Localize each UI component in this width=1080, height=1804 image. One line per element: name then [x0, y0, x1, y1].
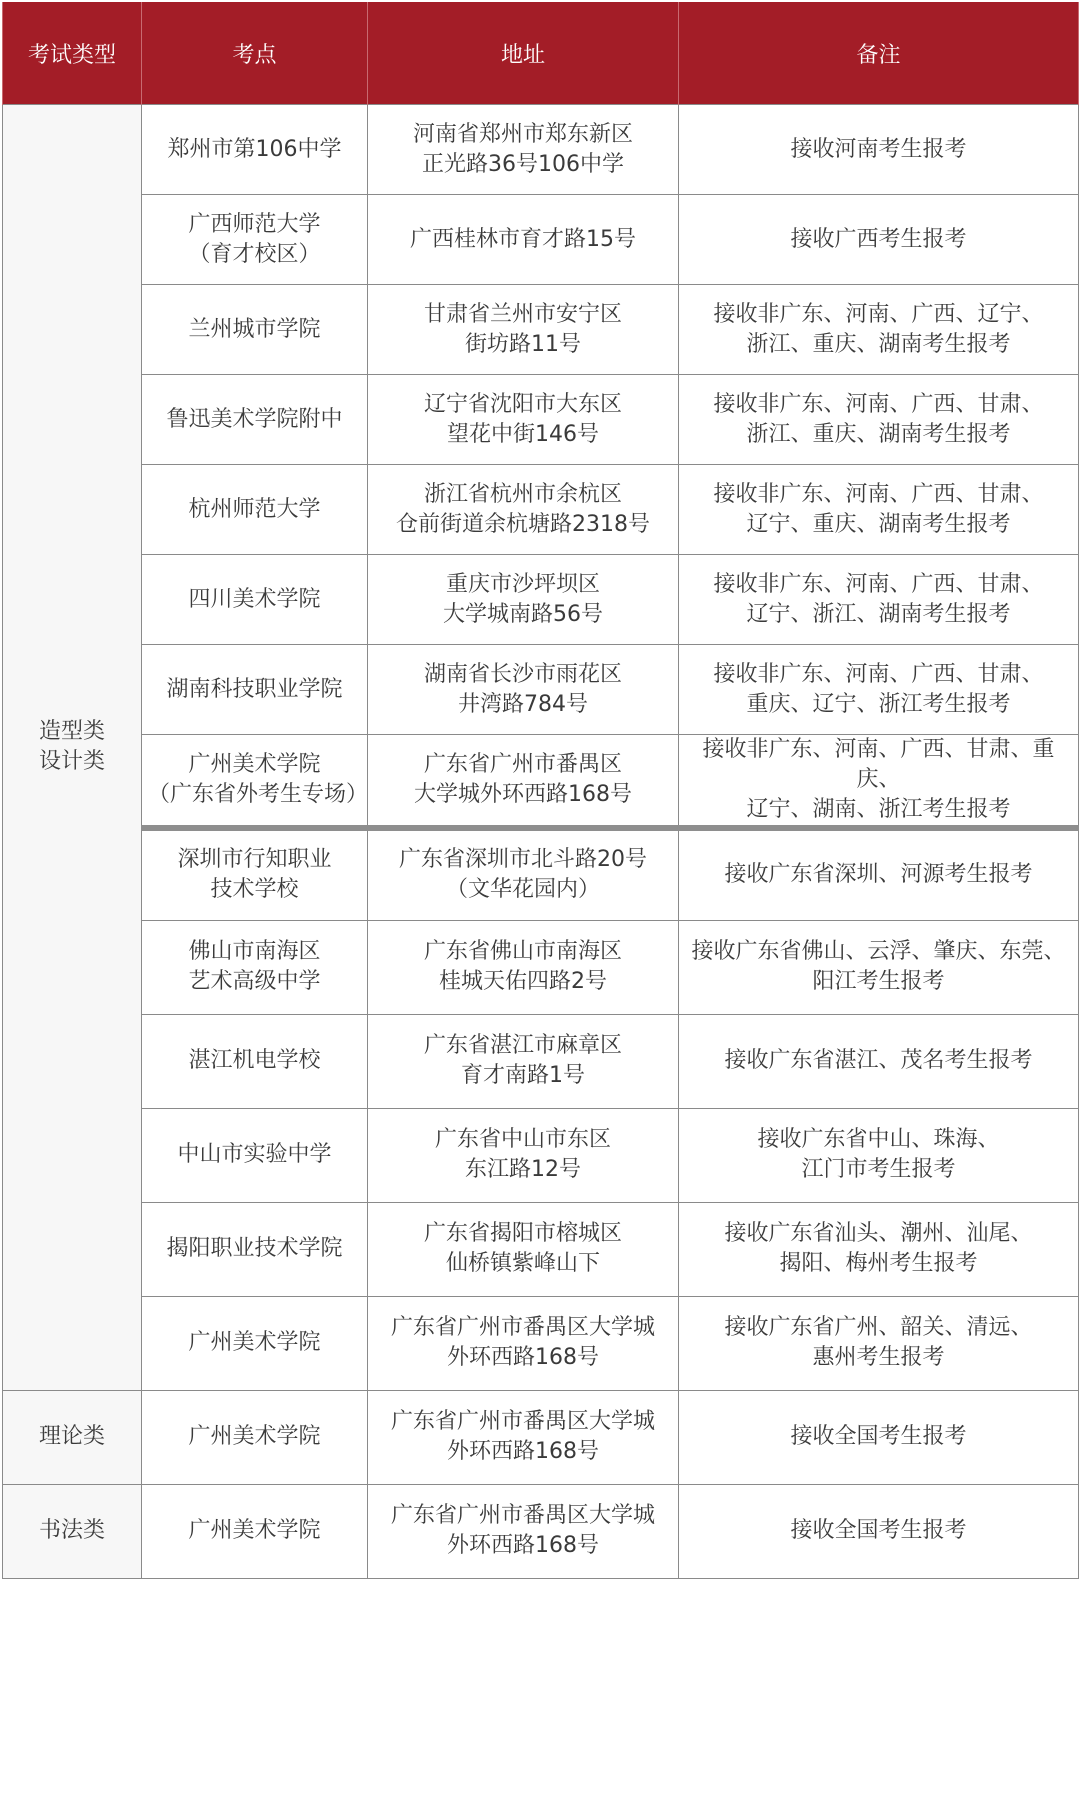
address-cell: 甘肃省兰州市安宁区 街坊路11号 — [368, 285, 679, 375]
site-cell: 湛江机电学校 — [142, 1014, 368, 1108]
site-cell: 郑州市第106中学 — [142, 105, 368, 195]
site-cell: 广州美术学院 — [142, 1390, 368, 1484]
note-cell: 接收广东省佛山、云浮、肇庆、东莞、 阳江考生报考 — [679, 920, 1079, 1014]
address-cell: 辽宁省沈阳市大东区 望花中街146号 — [368, 375, 679, 465]
site-cell: 四川美术学院 — [142, 555, 368, 645]
note-cell: 接收非广东、河南、广西、甘肃、 辽宁、浙江、湖南考生报考 — [679, 555, 1079, 645]
note-cell: 接收非广东、河南、广西、辽宁、 浙江、重庆、湖南考生报考 — [679, 285, 1079, 375]
note-cell: 接收非广东、河南、广西、甘肃、 辽宁、重庆、湖南考生报考 — [679, 465, 1079, 555]
exam-sites-table-container — [2, 2, 1078, 1800]
table-row — [3, 1014, 1079, 1108]
address-cell: 广西桂林市育才路15号 — [368, 195, 679, 285]
table-row — [3, 920, 1079, 1014]
header-site: 考点 — [142, 2, 368, 105]
site-cell: 鲁迅美术学院附中 — [142, 375, 368, 465]
note-cell: 接收河南考生报考 — [679, 105, 1079, 195]
address-cell: 广东省广州市番禺区大学城 外环西路168号 — [368, 1296, 679, 1390]
exam-sites-table — [2, 2, 1079, 1579]
note-cell: 接收广东省广州、韶关、清远、 惠州考生报考 — [679, 1296, 1079, 1390]
note-cell: 接收广东省湛江、茂名考生报考 — [679, 1014, 1079, 1108]
note-cell: 接收非广东、河南、广西、甘肃、重庆、 辽宁、湖南、浙江考生报考 — [679, 735, 1079, 829]
table-row — [3, 195, 1079, 285]
note-cell: 接收广西考生报考 — [679, 195, 1079, 285]
table-row — [3, 1296, 1079, 1390]
site-cell: 广西师范大学 （育才校区） — [142, 195, 368, 285]
table-row — [3, 375, 1079, 465]
note-cell: 接收广东省汕头、潮州、汕尾、 揭阳、梅州考生报考 — [679, 1202, 1079, 1296]
address-cell: 广东省广州市番禺区 大学城外环西路168号 — [368, 735, 679, 829]
note-cell: 接收全国考生报考 — [679, 1484, 1079, 1578]
table-row — [3, 105, 1079, 195]
site-cell: 广州美术学院 — [142, 1484, 368, 1578]
table-row — [3, 465, 1079, 555]
table-body — [3, 105, 1079, 1579]
address-cell: 广东省中山市东区 东江路12号 — [368, 1108, 679, 1202]
table-header-row — [3, 2, 1079, 105]
site-cell: 杭州师范大学 — [142, 465, 368, 555]
address-cell: 广东省佛山市南海区 桂城天佑四路2号 — [368, 920, 679, 1014]
address-cell: 浙江省杭州市余杭区 仓前街道余杭塘路2318号 — [368, 465, 679, 555]
address-cell: 湖南省长沙市雨花区 井湾路784号 — [368, 645, 679, 735]
site-cell: 揭阳职业技术学院 — [142, 1202, 368, 1296]
address-cell: 广东省揭阳市榕城区 仙桥镇紫峰山下 — [368, 1202, 679, 1296]
note-cell: 接收全国考生报考 — [679, 1390, 1079, 1484]
table-row — [3, 285, 1079, 375]
exam-type-cell: 造型类 设计类 — [3, 105, 142, 1391]
exam-type-cell: 书法类 — [3, 1484, 142, 1578]
header-address: 地址 — [368, 2, 679, 105]
address-cell: 河南省郑州市郑东新区 正光路36号106中学 — [368, 105, 679, 195]
table-row — [3, 555, 1079, 645]
table-row — [3, 828, 1079, 920]
site-cell: 佛山市南海区 艺术高级中学 — [142, 920, 368, 1014]
note-cell: 接收非广东、河南、广西、甘肃、 浙江、重庆、湖南考生报考 — [679, 375, 1079, 465]
table-row — [3, 1108, 1079, 1202]
exam-type-cell: 理论类 — [3, 1390, 142, 1484]
note-cell: 接收非广东、河南、广西、甘肃、 重庆、辽宁、浙江考生报考 — [679, 645, 1079, 735]
address-cell: 广东省广州市番禺区大学城 外环西路168号 — [368, 1484, 679, 1578]
address-cell: 广东省湛江市麻章区 育才南路1号 — [368, 1014, 679, 1108]
table-row — [3, 1202, 1079, 1296]
table-row — [3, 1484, 1079, 1578]
header-exam-type: 考试类型 — [3, 2, 142, 105]
table-row — [3, 735, 1079, 829]
site-cell: 兰州城市学院 — [142, 285, 368, 375]
address-cell: 重庆市沙坪坝区 大学城南路56号 — [368, 555, 679, 645]
site-cell: 湖南科技职业学院 — [142, 645, 368, 735]
address-cell: 广东省广州市番禺区大学城 外环西路168号 — [368, 1390, 679, 1484]
header-note: 备注 — [679, 2, 1079, 105]
table-row — [3, 1390, 1079, 1484]
address-cell: 广东省深圳市北斗路20号 （文华花园内） — [368, 828, 679, 920]
table-row — [3, 645, 1079, 735]
note-cell: 接收广东省深圳、河源考生报考 — [679, 828, 1079, 920]
site-cell: 广州美术学院 — [142, 1296, 368, 1390]
site-cell: 广州美术学院 （广东省外考生专场） — [142, 735, 368, 829]
site-cell: 中山市实验中学 — [142, 1108, 368, 1202]
note-cell: 接收广东省中山、珠海、 江门市考生报考 — [679, 1108, 1079, 1202]
site-cell: 深圳市行知职业 技术学校 — [142, 828, 368, 920]
